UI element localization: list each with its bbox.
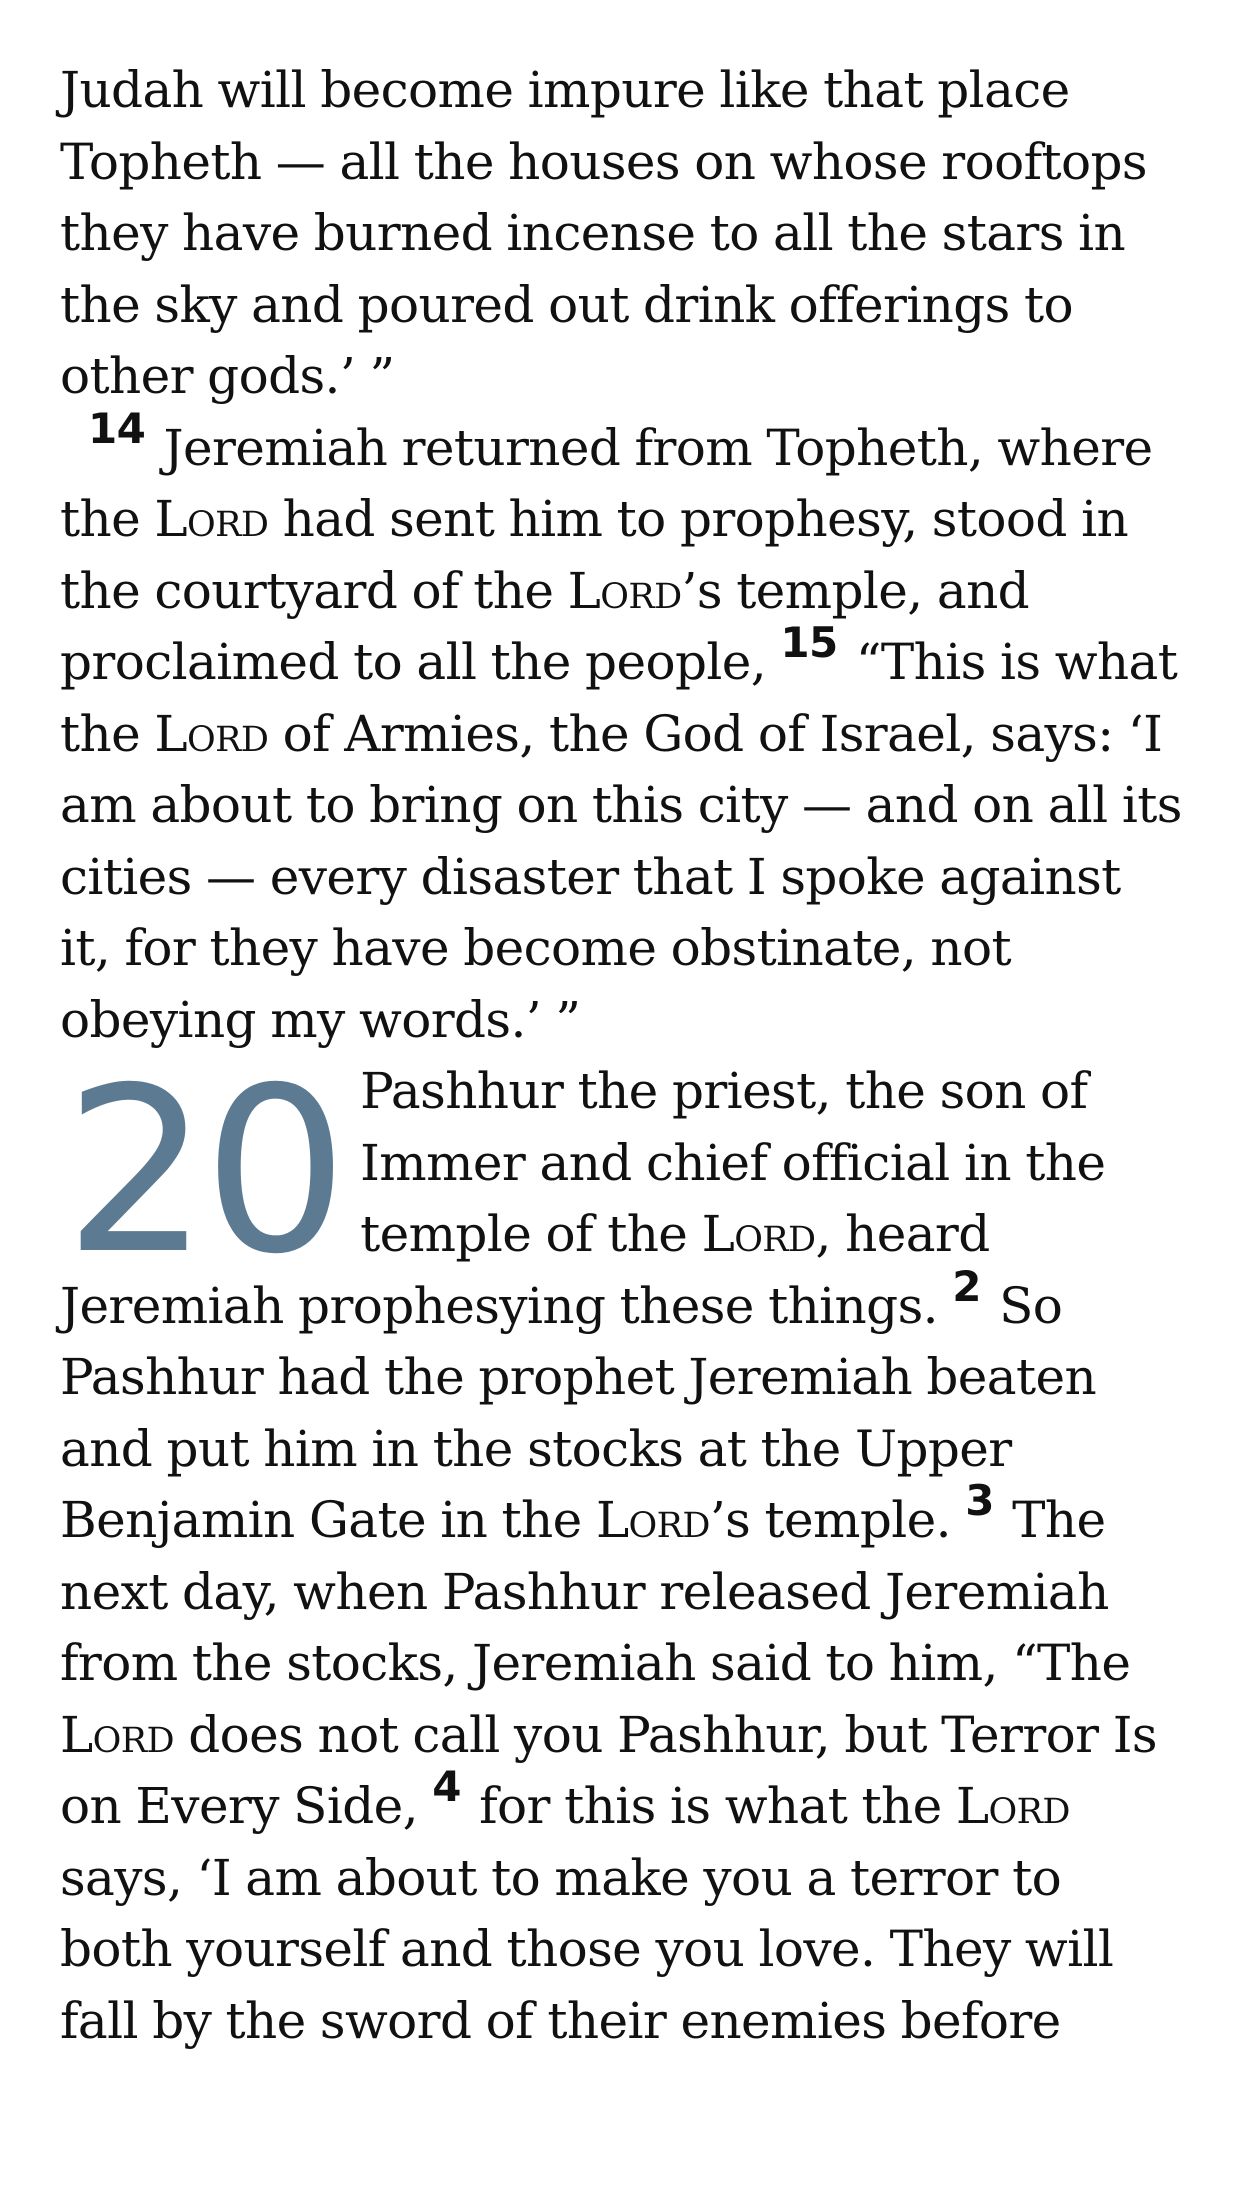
verse-number-3[interactable]: 3 [965, 1476, 994, 1525]
text-run: says, ‘I am about to make you a terror to both yourself and those you love. They will fall by the sword of their enemies before [60, 1848, 1114, 2050]
text-run: So Pashhur had the prophet Jeremiah beaten and put him in the stocks at the Upper Benjamin Gate in the [60, 1276, 1097, 1549]
verse-number-14[interactable]: 14 [88, 403, 146, 453]
text-run: Jeremiah returned from Topheth, where the [60, 418, 1153, 548]
paragraph-1 [60, 55, 1184, 413]
text-run: ’s temple. [709, 1491, 966, 1549]
verse-number-2[interactable]: 2 [952, 1261, 981, 1311]
verse-number-4[interactable]: 4 [432, 1762, 461, 1811]
verse-number-15[interactable]: 15 [780, 618, 838, 667]
text-run: does not call you Pashhur, but Terror Is on Every Side, [60, 1705, 1157, 1835]
lord-smallcaps: Lord [60, 1705, 174, 1764]
paragraph-1-text: Judah will become impure like that place Topheth — all the houses on whose rooftops they have burned incense to all the stars in the sky and poured out drink offerings to other gods.’ ” [60, 61, 1147, 405]
lord-smallcaps: Lord [955, 1777, 1070, 1835]
text-run: “This is what the [60, 633, 1178, 763]
chapter-20-paragraph [60, 1038, 1184, 2057]
text-run: ’s temple, and proclaimed to all the people, [60, 561, 1030, 691]
lord-smallcaps: Lord [154, 704, 269, 763]
text-run: had sent him to prophesy, stood in the courtyard of the [60, 490, 1129, 620]
lord-smallcaps: Lord [154, 490, 269, 548]
lord-smallcaps: Lord [595, 1491, 710, 1549]
chapter-number-dropcap: 20 [64, 1038, 343, 1304]
lord-smallcaps: Lord [567, 561, 682, 620]
text-run: Pashhur the priest, the son of Immer and chief official in the temple of the [360, 1062, 1106, 1263]
paragraph-2 [60, 403, 1184, 1057]
text-run: for this is what the [464, 1777, 956, 1835]
text-run: of Armies, the God of Israel, says: ‘I am about to bring on this city — and on all its cities — every disaster that I spoke against it, for they have become obstinate, not obeying my words.’ ” [60, 704, 1182, 1049]
text-run: The next day, when Pashhur released Jeremiah from the stocks, Jeremiah said to him, “The [60, 1491, 1131, 1692]
text-run: , heard Jeremiah prophesying these things. [60, 1205, 990, 1335]
lord-smallcaps: Lord [701, 1205, 816, 1263]
